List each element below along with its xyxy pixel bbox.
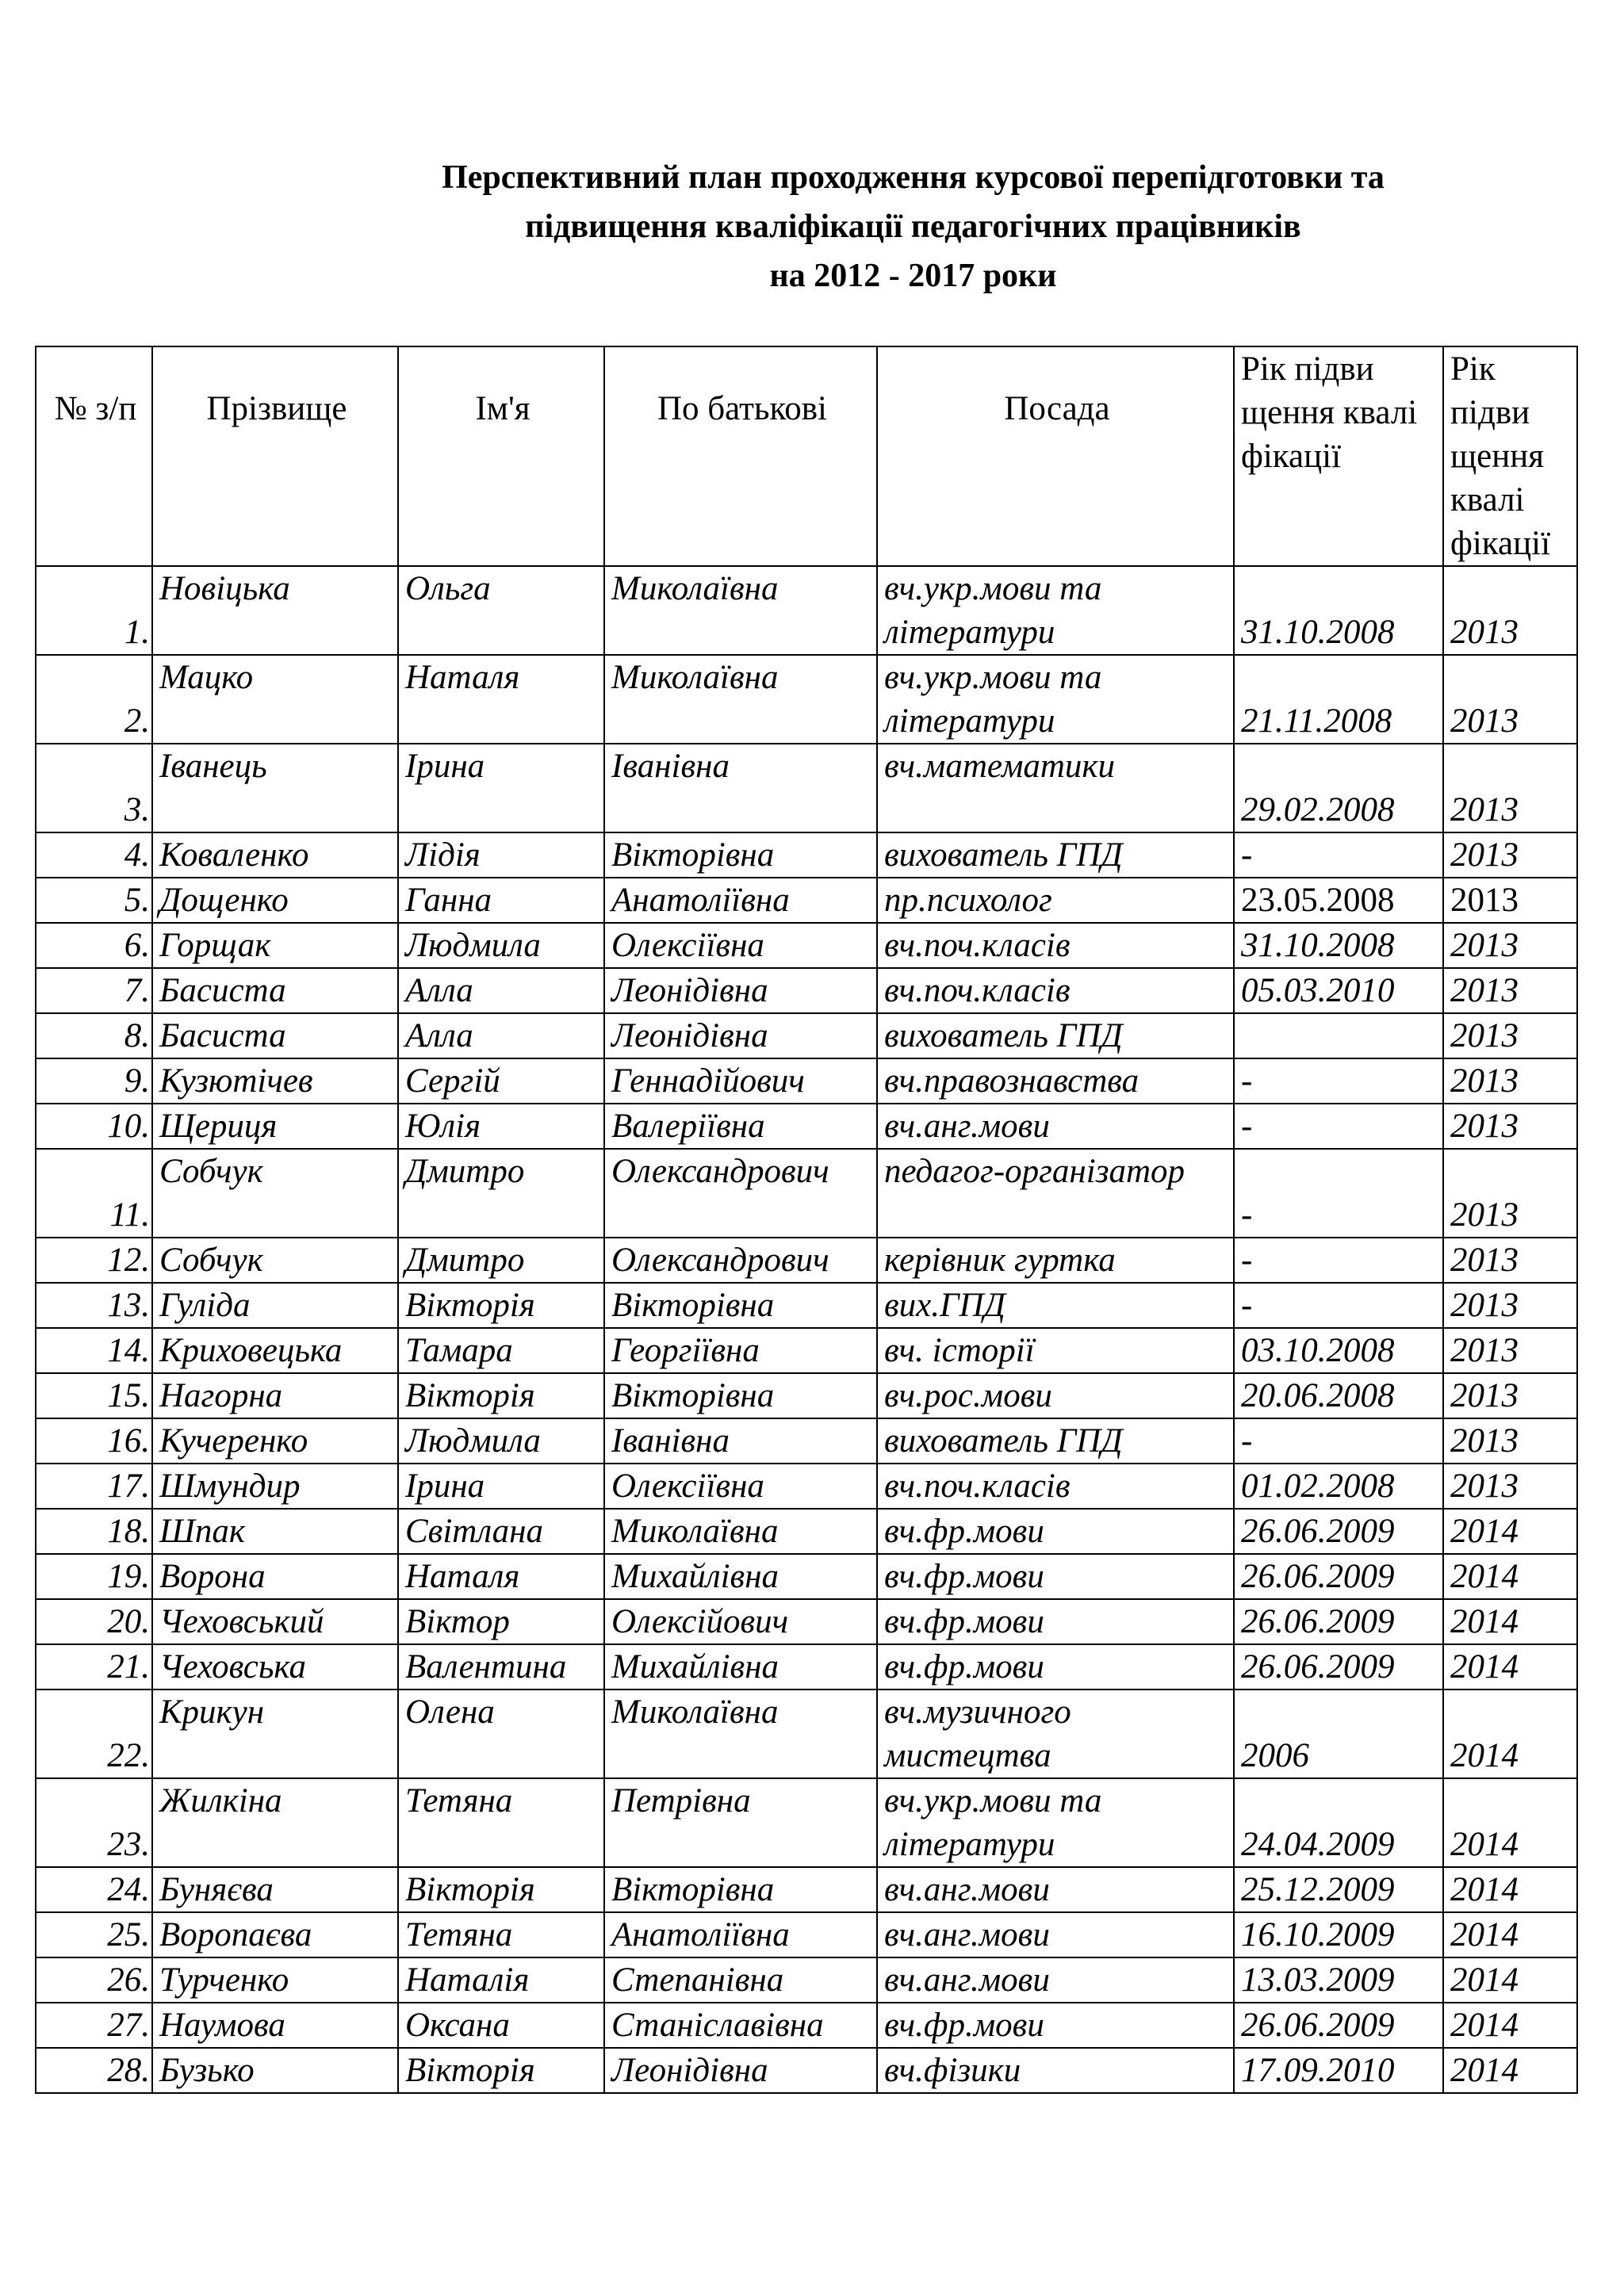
cell-position: вч.музичного мистецтва	[877, 1689, 1234, 1778]
table-row	[36, 1509, 1577, 1554]
cell-date: 2006	[1234, 1689, 1443, 1778]
table-row	[36, 923, 1577, 968]
cell-num: 7.	[36, 968, 152, 1013]
cell-num: 16.	[36, 1418, 152, 1464]
cell-patronymic: Іванівна	[604, 1418, 877, 1464]
cell-position: вих.ГПД	[877, 1283, 1234, 1328]
cell-year: 2013	[1443, 655, 1577, 744]
cell-position: вч.фізики	[877, 2048, 1234, 2093]
cell-surname: Чеховська	[152, 1644, 398, 1689]
cell-date: 01.02.2008	[1234, 1464, 1443, 1509]
cell-num: 20.	[36, 1599, 152, 1644]
cell-name: Ірина	[398, 1464, 604, 1509]
cell-year: 2013	[1443, 1149, 1577, 1238]
cell-year: 2014	[1443, 1509, 1577, 1554]
cell-position: вч.укр.мови та літератури	[877, 566, 1234, 655]
cell-name: Алла	[398, 968, 604, 1013]
header-name: Ім'я	[398, 346, 604, 566]
cell-year: 2013	[1443, 1464, 1577, 1509]
cell-name: Сергій	[398, 1058, 604, 1104]
cell-patronymic: Валеріївна	[604, 1104, 877, 1149]
cell-date: -	[1234, 1149, 1443, 1238]
cell-name: Тетяна	[398, 1912, 604, 1957]
cell-name: Валентина	[398, 1644, 604, 1689]
cell-date: -	[1234, 1104, 1443, 1149]
cell-num: 24.	[36, 1867, 152, 1912]
table-row	[36, 744, 1577, 832]
cell-num: 25.	[36, 1912, 152, 1957]
cell-name: Вікторія	[398, 1373, 604, 1418]
table-row	[36, 1689, 1577, 1778]
cell-name: Ірина	[398, 744, 604, 832]
header-patronymic: По батькові	[604, 346, 877, 566]
cell-patronymic: Олексійович	[604, 1599, 877, 1644]
cell-date: 17.09.2010	[1234, 2048, 1443, 2093]
cell-num: 4.	[36, 832, 152, 878]
cell-name: Вікторія	[398, 2048, 604, 2093]
cell-surname: Мацко	[152, 655, 398, 744]
header-num: № з/п	[36, 346, 152, 566]
cell-surname: Жилкіна	[152, 1778, 398, 1867]
cell-position: вч.рос.мови	[877, 1373, 1234, 1418]
cell-num: 2.	[36, 655, 152, 744]
cell-name: Тетяна	[398, 1778, 604, 1867]
cell-patronymic: Олександрович	[604, 1238, 877, 1283]
cell-surname: Іванець	[152, 744, 398, 832]
table-row	[36, 2048, 1577, 2093]
cell-date: 31.10.2008	[1234, 566, 1443, 655]
cell-surname: Буняєва	[152, 1867, 398, 1912]
cell-num: 5.	[36, 878, 152, 923]
cell-patronymic: Анатоліївна	[604, 1912, 877, 1957]
cell-surname: Коваленко	[152, 832, 398, 878]
document-title	[0, 153, 1624, 300]
cell-patronymic: Степанівна	[604, 1957, 877, 2003]
cell-patronymic: Іванівна	[604, 744, 877, 832]
cell-year: 2013	[1443, 1328, 1577, 1373]
cell-position: пр.психолог	[877, 878, 1234, 923]
cell-name: Олена	[398, 1689, 604, 1778]
cell-position: вч.анг.мови	[877, 1867, 1234, 1912]
cell-position: вч. історії	[877, 1328, 1234, 1373]
cell-year: 2014	[1443, 1689, 1577, 1778]
cell-name: Ганна	[398, 878, 604, 923]
cell-position: вч.поч.класів	[877, 968, 1234, 1013]
cell-position: керівник гуртка	[877, 1238, 1234, 1283]
table-row	[36, 1328, 1577, 1373]
cell-position: вихователь ГПД	[877, 832, 1234, 878]
cell-name: Людмила	[398, 923, 604, 968]
cell-patronymic: Георгіївна	[604, 1328, 877, 1373]
table-row	[36, 1957, 1577, 2003]
cell-name: Наталя	[398, 655, 604, 744]
cell-num: 17.	[36, 1464, 152, 1509]
cell-surname: Гуліда	[152, 1283, 398, 1328]
cell-num: 27.	[36, 2003, 152, 2048]
cell-year: 2013	[1443, 1283, 1577, 1328]
cell-year: 2013	[1443, 832, 1577, 878]
cell-position: вч.анг.мови	[877, 1104, 1234, 1149]
cell-year: 2013	[1443, 1238, 1577, 1283]
cell-surname: Басиста	[152, 968, 398, 1013]
cell-patronymic: Геннадійович	[604, 1058, 877, 1104]
cell-num: 23.	[36, 1778, 152, 1867]
cell-date: 24.04.2009	[1234, 1778, 1443, 1867]
cell-position: вч.укр.мови та літератури	[877, 1778, 1234, 1867]
table-row	[36, 566, 1577, 655]
cell-num: 6.	[36, 923, 152, 968]
cell-num: 9.	[36, 1058, 152, 1104]
cell-date: 13.03.2009	[1234, 1957, 1443, 2003]
cell-patronymic: Миколаївна	[604, 566, 877, 655]
cell-name: Наталія	[398, 1957, 604, 2003]
cell-position: вч.фр.мови	[877, 1599, 1234, 1644]
cell-num: 10.	[36, 1104, 152, 1149]
cell-num: 8.	[36, 1013, 152, 1058]
cell-date: 29.02.2008	[1234, 744, 1443, 832]
table-row	[36, 878, 1577, 923]
header-surname: Прізвище	[152, 346, 398, 566]
cell-surname: Кучеренко	[152, 1418, 398, 1464]
cell-num: 22.	[36, 1689, 152, 1778]
cell-surname: Горщак	[152, 923, 398, 968]
cell-num: 19.	[36, 1554, 152, 1599]
cell-name: Лідія	[398, 832, 604, 878]
table-body	[36, 566, 1577, 2093]
table-row	[36, 655, 1577, 744]
cell-date: -	[1234, 1238, 1443, 1283]
cell-num: 28.	[36, 2048, 152, 2093]
cell-position: вч.анг.мови	[877, 1957, 1234, 2003]
cell-date: 31.10.2008	[1234, 923, 1443, 968]
cell-date: -	[1234, 1058, 1443, 1104]
cell-year: 2013	[1443, 923, 1577, 968]
cell-surname: Басиста	[152, 1013, 398, 1058]
cell-position: вихователь ГПД	[877, 1418, 1234, 1464]
header-year-next: Рік підви щення квалі фікації	[1443, 346, 1577, 566]
cell-position: вч.поч.класів	[877, 1464, 1234, 1509]
cell-name: Тамара	[398, 1328, 604, 1373]
cell-patronymic: Леонідівна	[604, 968, 877, 1013]
cell-year: 2014	[1443, 1957, 1577, 2003]
cell-patronymic: Михайлівна	[604, 1644, 877, 1689]
table-row	[36, 1058, 1577, 1104]
table-row	[36, 1778, 1577, 1867]
cell-name: Дмитро	[398, 1238, 604, 1283]
table-row	[36, 1104, 1577, 1149]
cell-patronymic: Олександрович	[604, 1149, 877, 1238]
cell-year: 2014	[1443, 2003, 1577, 2048]
cell-year: 2013	[1443, 968, 1577, 1013]
cell-patronymic: Петрівна	[604, 1778, 877, 1867]
cell-name: Юлія	[398, 1104, 604, 1149]
cell-surname: Бузько	[152, 2048, 398, 2093]
table-row	[36, 1912, 1577, 1957]
cell-position: вч.фр.мови	[877, 2003, 1234, 2048]
cell-date: 26.06.2009	[1234, 1509, 1443, 1554]
table-row	[36, 1644, 1577, 1689]
cell-date: 25.12.2009	[1234, 1867, 1443, 1912]
cell-date: 26.06.2009	[1234, 2003, 1443, 2048]
cell-year: 2014	[1443, 1599, 1577, 1644]
cell-position: вч.фр.мови	[877, 1644, 1234, 1689]
table-row	[36, 1867, 1577, 1912]
cell-position: вихователь ГПД	[877, 1013, 1234, 1058]
table-row	[36, 1464, 1577, 1509]
header-year-last: Рік підви щення квалі фікації	[1234, 346, 1443, 566]
cell-surname: Турченко	[152, 1957, 398, 2003]
cell-year: 2013	[1443, 1104, 1577, 1149]
header-position: Посада	[877, 346, 1234, 566]
cell-year: 2013	[1443, 566, 1577, 655]
cell-surname: Воропаєва	[152, 1912, 398, 1957]
cell-surname: Ворона	[152, 1554, 398, 1599]
table-row	[36, 1373, 1577, 1418]
cell-patronymic: Вікторівна	[604, 1373, 877, 1418]
cell-date: 23.05.2008	[1234, 878, 1443, 923]
cell-date: 20.06.2008	[1234, 1373, 1443, 1418]
table-row	[36, 968, 1577, 1013]
cell-year: 2013	[1443, 1373, 1577, 1418]
cell-surname: Кузютічев	[152, 1058, 398, 1104]
cell-name: Світлана	[398, 1509, 604, 1554]
cell-date: 05.03.2010	[1234, 968, 1443, 1013]
cell-year: 2014	[1443, 1867, 1577, 1912]
cell-year: 2013	[1443, 878, 1577, 923]
cell-patronymic: Миколаївна	[604, 655, 877, 744]
table-row	[36, 832, 1577, 878]
cell-surname: Шпак	[152, 1509, 398, 1554]
cell-date: 21.11.2008	[1234, 655, 1443, 744]
title-line-1: Перспективний план проходження курсової перепідготовки та	[442, 159, 1385, 196]
table-row	[36, 1554, 1577, 1599]
cell-patronymic: Анатоліївна	[604, 878, 877, 923]
cell-surname: Дощенко	[152, 878, 398, 923]
training-plan-table	[35, 346, 1578, 2094]
cell-patronymic: Леонідівна	[604, 1013, 877, 1058]
cell-name: Віктор	[398, 1599, 604, 1644]
cell-position: вч.поч.класів	[877, 923, 1234, 968]
cell-num: 26.	[36, 1957, 152, 2003]
cell-num: 12.	[36, 1238, 152, 1283]
cell-patronymic: Олексіївна	[604, 1464, 877, 1509]
cell-num: 18.	[36, 1509, 152, 1554]
table-row	[36, 1238, 1577, 1283]
table-row	[36, 1418, 1577, 1464]
cell-num: 14.	[36, 1328, 152, 1373]
cell-date: 26.06.2009	[1234, 1599, 1443, 1644]
cell-patronymic: Леонідівна	[604, 2048, 877, 2093]
cell-year: 2014	[1443, 1778, 1577, 1867]
table-row	[36, 1013, 1577, 1058]
cell-patronymic: Вікторівна	[604, 1283, 877, 1328]
cell-position: вч.анг.мови	[877, 1912, 1234, 1957]
cell-position: педагог-організатор	[877, 1149, 1234, 1238]
cell-name: Вікторія	[398, 1283, 604, 1328]
cell-name: Наталя	[398, 1554, 604, 1599]
cell-num: 3.	[36, 744, 152, 832]
cell-patronymic: Миколаївна	[604, 1689, 877, 1778]
cell-num: 21.	[36, 1644, 152, 1689]
cell-date: -	[1234, 832, 1443, 878]
title-line-2: підвищення кваліфікації педагогічних працівників	[525, 209, 1301, 245]
cell-patronymic: Вікторівна	[604, 832, 877, 878]
cell-num: 13.	[36, 1283, 152, 1328]
title-line-3: на 2012 - 2017 роки	[769, 258, 1057, 294]
cell-date: -	[1234, 1283, 1443, 1328]
cell-position: вч.фр.мови	[877, 1554, 1234, 1599]
cell-name: Алла	[398, 1013, 604, 1058]
cell-patronymic: Олексіївна	[604, 923, 877, 968]
cell-num: 1.	[36, 566, 152, 655]
cell-name: Ольга	[398, 566, 604, 655]
cell-surname: Нагорна	[152, 1373, 398, 1418]
cell-position: вч.укр.мови та літератури	[877, 655, 1234, 744]
cell-patronymic: Миколаївна	[604, 1509, 877, 1554]
cell-surname: Шмундир	[152, 1464, 398, 1509]
cell-date: 26.06.2009	[1234, 1644, 1443, 1689]
cell-year: 2013	[1443, 1058, 1577, 1104]
cell-date: -	[1234, 1418, 1443, 1464]
table-row	[36, 1149, 1577, 1238]
cell-surname: Щериця	[152, 1104, 398, 1149]
table-row	[36, 1599, 1577, 1644]
table-row	[36, 2003, 1577, 2048]
cell-name: Людмила	[398, 1418, 604, 1464]
cell-year: 2014	[1443, 2048, 1577, 2093]
cell-date: 03.10.2008	[1234, 1328, 1443, 1373]
cell-position: вч.математики	[877, 744, 1234, 832]
cell-year: 2013	[1443, 1013, 1577, 1058]
cell-year: 2013	[1443, 744, 1577, 832]
cell-name: Вікторія	[398, 1867, 604, 1912]
cell-year: 2014	[1443, 1554, 1577, 1599]
cell-surname: Криховецька	[152, 1328, 398, 1373]
cell-year: 2014	[1443, 1912, 1577, 1957]
cell-surname: Наумова	[152, 2003, 398, 2048]
cell-date: 26.06.2009	[1234, 1554, 1443, 1599]
cell-surname: Крикун	[152, 1689, 398, 1778]
cell-surname: Новіцька	[152, 566, 398, 655]
cell-year: 2014	[1443, 1644, 1577, 1689]
table-header-row	[36, 346, 1577, 566]
cell-name: Оксана	[398, 2003, 604, 2048]
cell-surname: Чеховський	[152, 1599, 398, 1644]
cell-position: вч.правознавства	[877, 1058, 1234, 1104]
cell-position: вч.фр.мови	[877, 1509, 1234, 1554]
cell-name: Дмитро	[398, 1149, 604, 1238]
cell-num: 15.	[36, 1373, 152, 1418]
cell-num: 11.	[36, 1149, 152, 1238]
cell-surname: Собчук	[152, 1238, 398, 1283]
cell-patronymic: Станіславівна	[604, 2003, 877, 2048]
cell-date: 16.10.2009	[1234, 1912, 1443, 1957]
cell-patronymic: Вікторівна	[604, 1867, 877, 1912]
cell-patronymic: Михайлівна	[604, 1554, 877, 1599]
cell-surname: Собчук	[152, 1149, 398, 1238]
cell-date	[1234, 1013, 1443, 1058]
table-row	[36, 1283, 1577, 1328]
cell-year: 2013	[1443, 1418, 1577, 1464]
